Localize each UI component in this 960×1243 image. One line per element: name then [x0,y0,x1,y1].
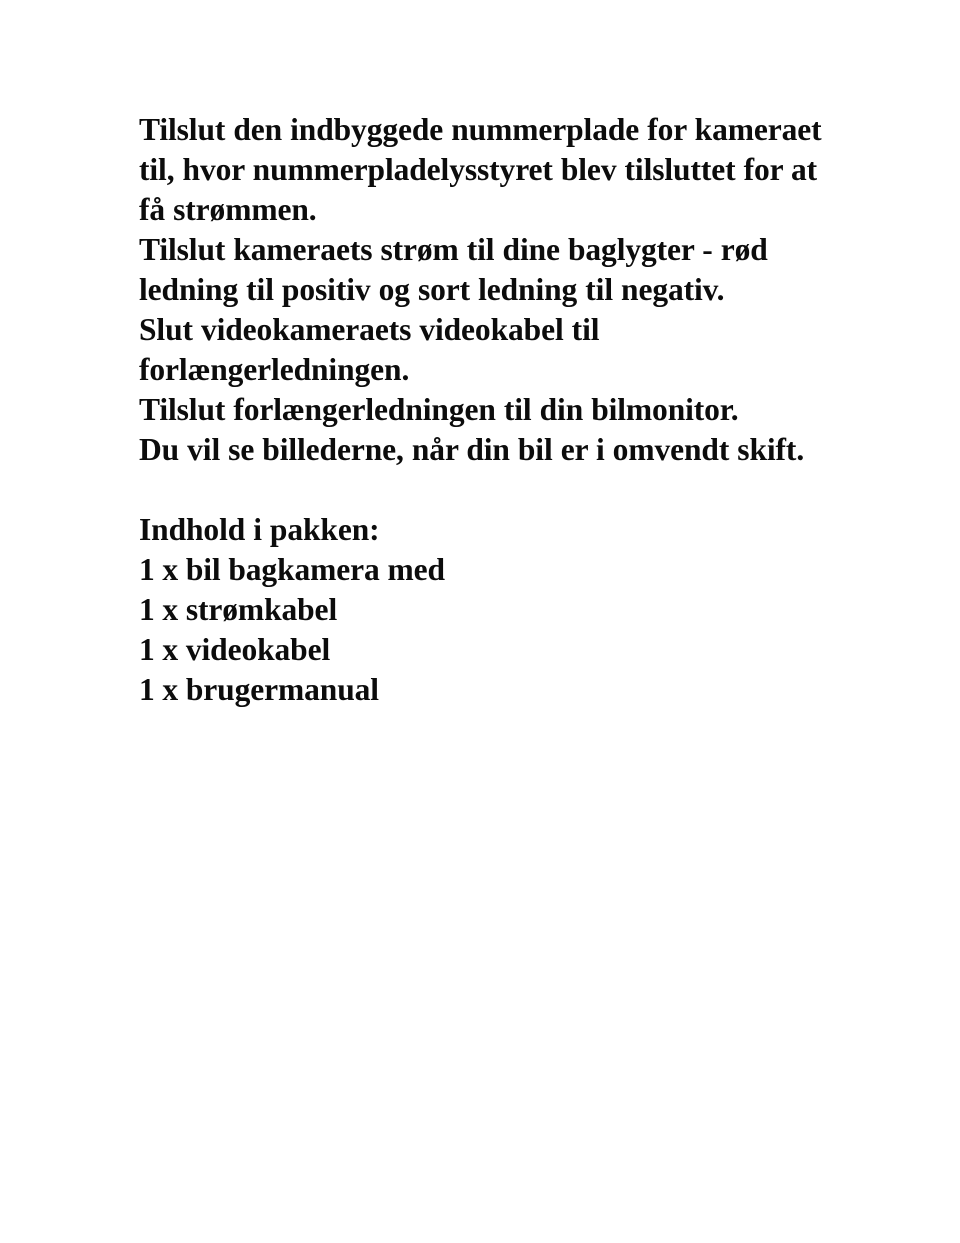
instruction-paragraph-2: Tilslut kameraets strøm til dine baglygter - rød ledning til positiv og sort ledning til negativ. [139,232,776,307]
list-item: 1 x videokabel [139,632,331,667]
package-contents-list [139,550,839,710]
paragraph-spacer [139,470,839,510]
document-text-block [139,110,839,710]
instruction-paragraph-4: Tilslut forlængerledningen til din bilmonitor. [139,392,739,427]
instruction-paragraph-3: Slut videokameraets videokabel til forlængerledningen. [139,312,608,387]
package-contents-heading: Indhold i pakken: [139,512,380,547]
instruction-paragraph-5: Du vil se billederne, når din bil er i omvendt skift. [139,432,805,467]
list-item: 1 x bil bagkamera med [139,552,445,587]
list-item: 1 x brugermanual [139,672,379,707]
instruction-paragraph-1: Tilslut den indbyggede nummerplade for kameraet til, hvor nummerpladelysstyret blev tilsluttet for at få strømmen. [139,112,830,227]
list-item: 1 x strømkabel [139,592,338,627]
